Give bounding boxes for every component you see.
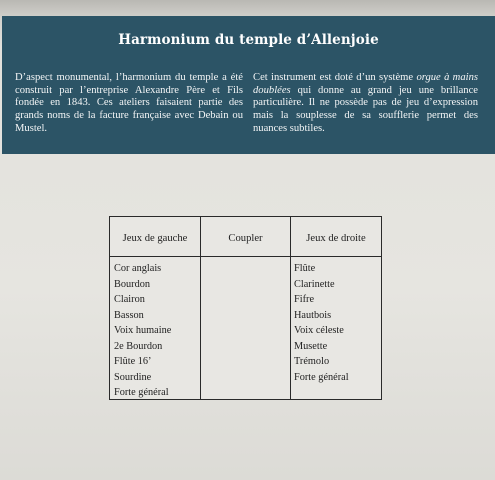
right-text-italic: orgue à mains doublées <box>253 72 478 96</box>
list-item: Musette <box>294 340 328 352</box>
table-divider-1 <box>200 217 201 399</box>
intro-paragraph-left: D’aspect monumental, l’harmonium du temple a été construit par l’entreprise Alexandre Père et Fils fondée en 1843. Ces ateliers faisaient partie des grands noms de la facture française avec Debain ou Mustel. <box>15 72 243 134</box>
left-stops-list <box>114 261 171 401</box>
header-banner <box>2 16 495 154</box>
right-text-part-1: Cet instrument est doté d’un système <box>253 72 417 83</box>
list-item: Flûte 16’ <box>114 356 152 367</box>
list-item: Forte général <box>294 371 349 383</box>
list-item: Flûte <box>294 263 316 274</box>
list-item: Cor anglais <box>114 263 162 274</box>
list-item: Basson <box>114 309 144 321</box>
list-item: Fifre <box>294 294 315 305</box>
table-header-right: Jeux de droite <box>306 233 366 244</box>
right-text-part-2: qui donne au grand jeu une brillance particulière. Il ne possède pas de jeu d’expression mais la souplesse de sa soufflerie permet des nuances subtiles. <box>253 84 478 134</box>
top-edge <box>0 0 495 16</box>
list-item: Forte général <box>114 387 169 398</box>
right-stops-list <box>294 261 349 385</box>
list-item: Clarinette <box>294 278 335 290</box>
list-item: 2e Bourdon <box>114 340 163 352</box>
banner-title: Harmonium du temple d’Allenjoie <box>118 32 379 48</box>
table-header-left: Jeux de gauche <box>122 233 188 244</box>
table-divider-2 <box>290 217 291 399</box>
stops-table <box>109 216 382 400</box>
table-header-coupler: Coupler <box>228 233 263 244</box>
table-header-rule <box>110 256 381 257</box>
list-item: Clairon <box>114 294 145 305</box>
intro-paragraph-right <box>253 72 478 136</box>
list-item: Bourdon <box>114 278 151 290</box>
list-item: Voix humaine <box>114 325 172 336</box>
list-item: Sourdine <box>114 371 152 383</box>
list-item: Trémolo <box>294 356 330 367</box>
list-item: Hautbois <box>294 309 332 321</box>
list-item: Voix céleste <box>294 325 344 336</box>
